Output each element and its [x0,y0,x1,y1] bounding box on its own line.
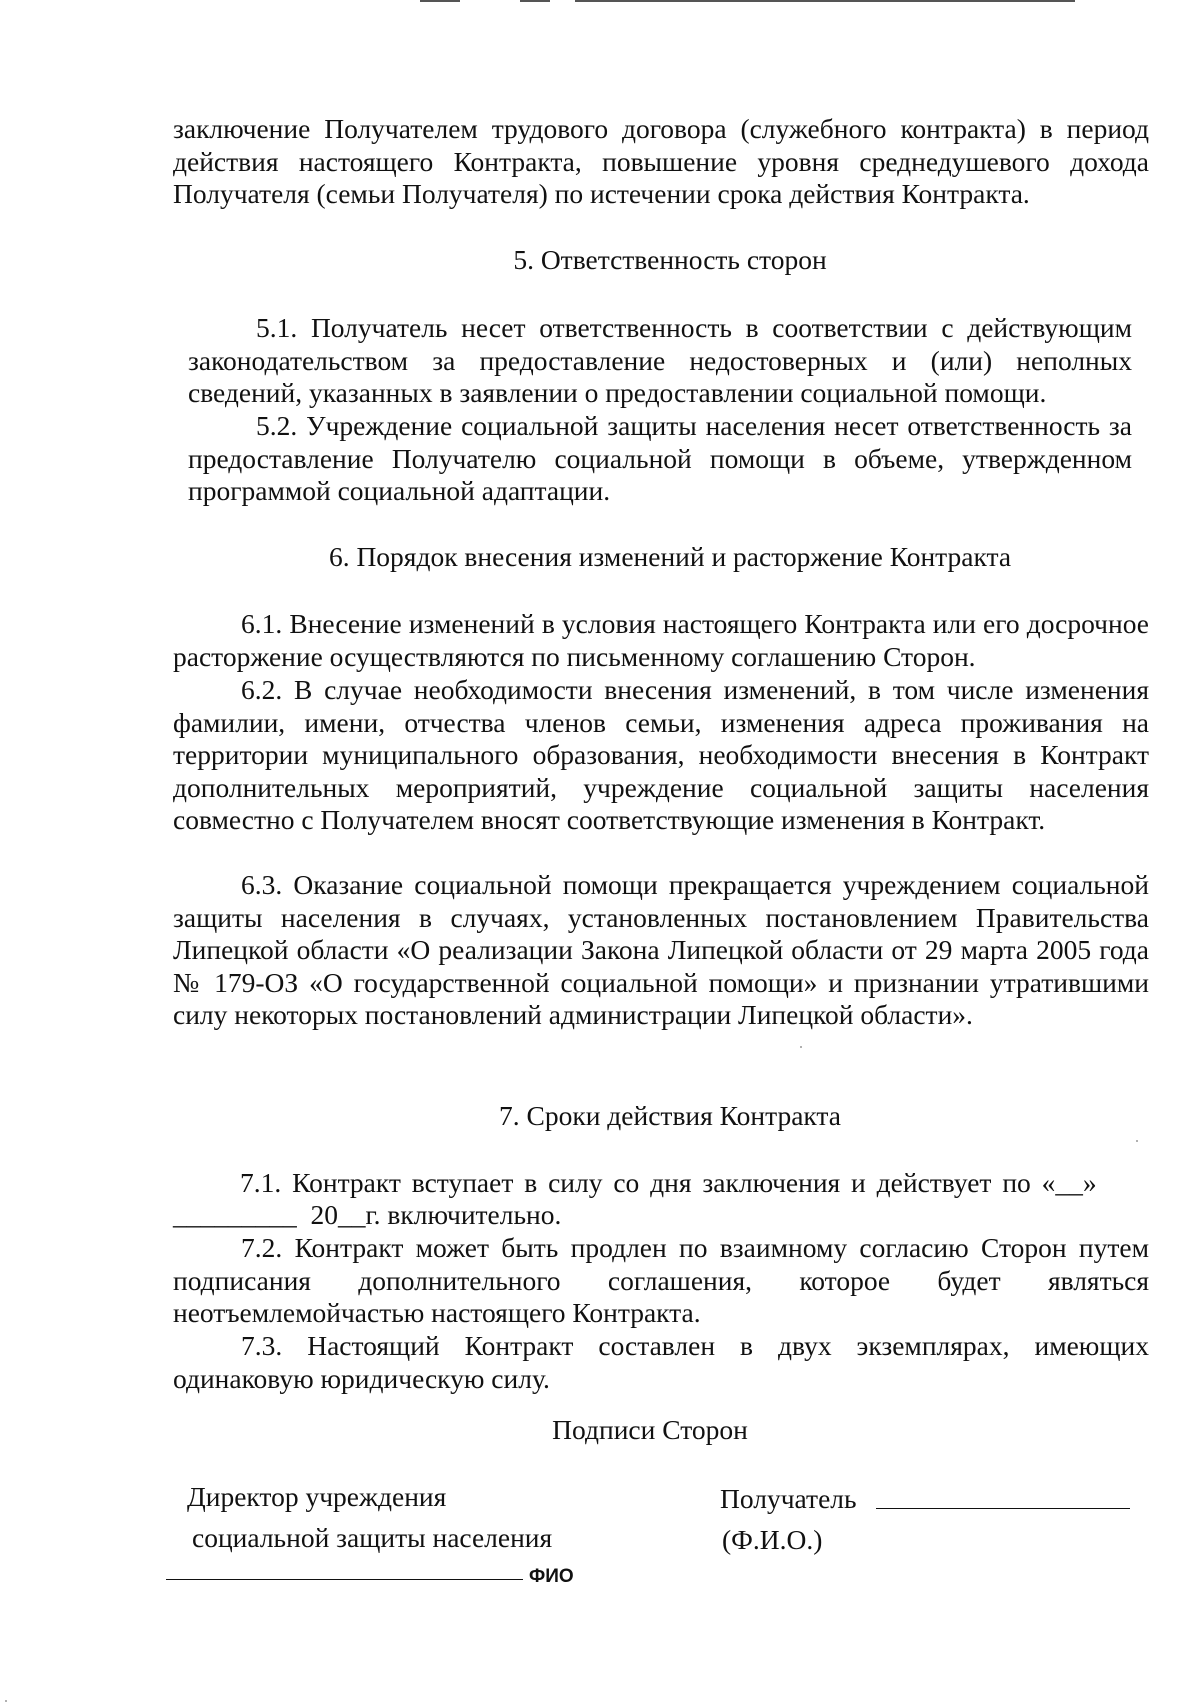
director-title-line2: социальной защиты населения [192,1522,553,1553]
section-7-2: 7.2. Контракт может быть продлен по взаимному согласию Сторон путем подписания дополнительного соглашения, которое будет являться неотъемлемойчастью настоящего Контракта. [173,1232,1149,1328]
section-5-1: 5.1. Получатель несет ответственность в соответствии с действующим законодательством за предоставление недостоверных и (или) неполных сведений, указанных в заявлении о предоставлении социальной помощи. [188,312,1132,408]
recipient-label: Получатель [720,1483,857,1514]
intro-paragraph: заключение Получателем трудового договора (служебного контракта) в период действия настоящего Контракта, повышение уровня среднедушевого дохода Получателя (семьи Получателя) по истечении срока действия Контракта. [173,113,1149,209]
director-title-line1: Директор учреждения [187,1481,447,1512]
section-6-title: 6. Порядок внесения изменений и расторжение Контракта [328,541,1012,572]
scan-speck [5,1700,7,1702]
section-7-title: 7. Сроки действия Контракта [499,1100,841,1131]
section-7-1-line1: 7.1. Контракт вступает в силу со дня заключения и действует по «__» [240,1167,1097,1198]
scan-top-marks [410,0,1100,3]
section-5-2: 5.2. Учреждение социальной защиты населения несет ответственность за предоставление Получателю социальной помощи в объеме, утвержденном программой социальной адаптации. [188,410,1132,506]
section-7-3: 7.3. Настоящий Контракт составлен в двух экземплярах, имеющих одинаковую юридическую силу. [173,1330,1149,1394]
section-6-2: 6.2. В случае необходимости внесения изменений, в том числе изменения фамилии, имени, отчества членов семьи, изменения адреса проживания на территории муниципального образования, необходимости внесения в Контракт дополнительных мероприятий, учреждение социальной защиты населения совместно с Получателем вносят соответствующие изменения в Контракт. [173,674,1149,835]
signatures-title: Подписи Сторон [552,1414,748,1445]
recipient-fio-label: (Ф.И.О.) [722,1524,823,1555]
recipient-signature-line [876,1508,1130,1509]
scan-speck [800,1046,802,1048]
section-6-1: 6.1. Внесение изменений в условия настоящего Контракта или его досрочное расторжение осуществляются по письменному соглашению Сторон. [173,608,1149,672]
section-7-1-line2: _________ 20__г. включительно. [173,1199,562,1230]
section-6-3: 6.3. Оказание социальной помощи прекращается учреждением социальной защиты населения в случаях, установленных постановлением Правительства Липецкой области «О реализации Закона Липецкой области от 29 марта 2005 года № 179-ОЗ «О государственной социальной помощи» и признании утратившими силу некоторых постановлений администрации Липецкой области». [173,869,1149,1030]
scan-speck [1136,1140,1138,1142]
section-5-title: 5. Ответственность сторон [513,244,827,275]
director-signature-line [166,1579,523,1580]
director-fio-label: ФИО [529,1566,574,1587]
